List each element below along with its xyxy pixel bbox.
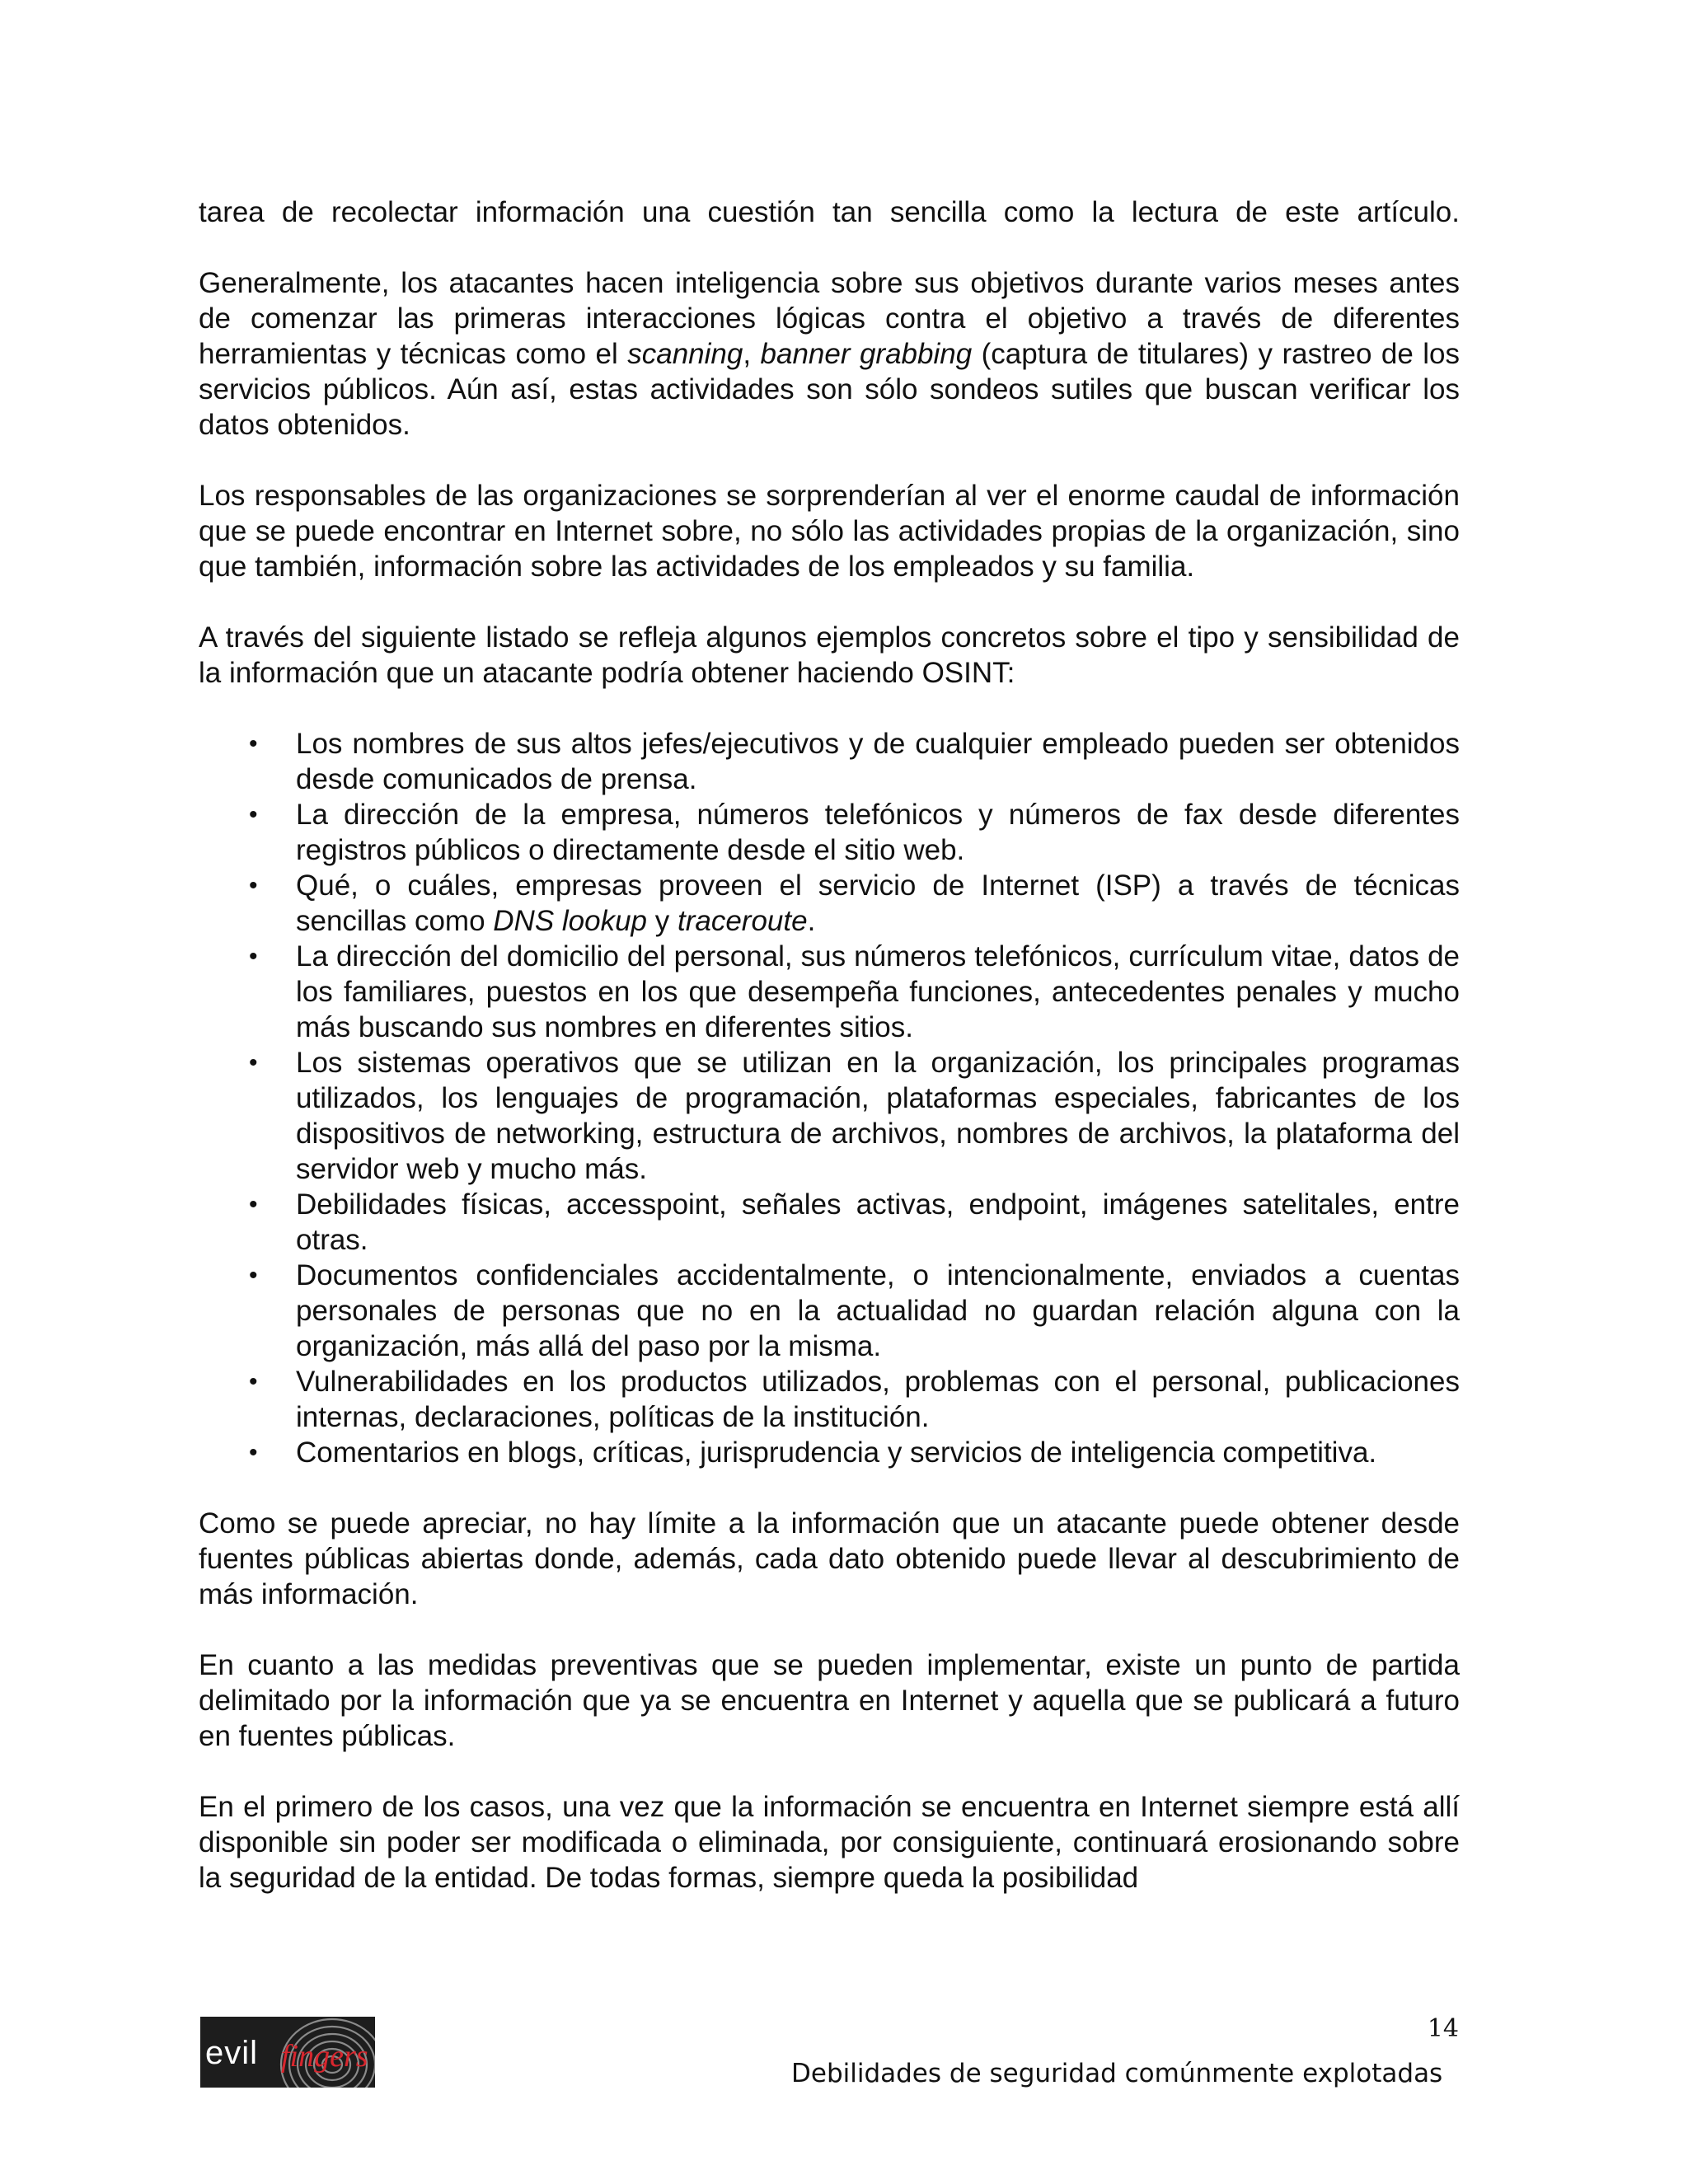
list-item-text: Debilidades físicas, accesspoint, señales activas, endpoint, imágenes satelitales, entre otras. xyxy=(296,1188,1460,1256)
evil-fingers-logo xyxy=(200,2017,375,2088)
term-traceroute: traceroute xyxy=(677,905,808,937)
paragraph-text: (captura de titulares) y rastreo de los servicios públicos. Aún así, estas actividades son sólo sondeos sutiles que buscan verificar los datos obtenidos. xyxy=(199,338,1460,441)
bullet-marker: • xyxy=(249,1049,258,1076)
page-body xyxy=(199,194,1460,1931)
bullet-marker: • xyxy=(249,872,258,899)
bullet-marker: • xyxy=(249,943,258,970)
list-item xyxy=(199,1364,1460,1435)
paragraph-no-limit xyxy=(199,1506,1460,1612)
list-item-text: La dirección del domicilio del personal, sus números telefónicos, currículum vitae, datos de los familiares, puestos en los que desempeña funciones, antecedentes penales y mucho más buscando sus nombres en diferentes sitios. xyxy=(296,940,1460,1043)
paragraph-text: Como se puede apreciar, no hay límite a la información que un atacante puede obtener desde fuentes públicas abiertas donde, además, cada dato obtenido puede llevar al descubrimiento de más información. xyxy=(199,1507,1460,1610)
list-item-text: Comentarios en blogs, críticas, jurisprudencia y servicios de inteligencia competitiva. xyxy=(296,1436,1377,1469)
list-item xyxy=(199,1435,1460,1470)
term-dns-lookup: DNS lookup xyxy=(493,905,648,937)
paragraph-text: , xyxy=(743,338,761,370)
bullet-marker: • xyxy=(249,801,258,828)
term-banner-grabbing: banner grabbing xyxy=(760,338,973,370)
paragraph-text: En cuanto a las medidas preventivas que se pueden implementar, existe un punto de partida delimitado por la información que ya se encuentra en Internet y aquella que se publicará a futuro en fuentes públicas. xyxy=(199,1649,1460,1752)
list-item xyxy=(199,939,1460,1045)
bullet-marker: • xyxy=(249,730,258,757)
paragraph-organizations xyxy=(199,478,1460,584)
list-item-text: Los sistemas operativos que se utilizan en la organización, los principales programas utilizados, los lenguajes de programación, plataformas especiales, fabricantes de los dispositivos de networking, estructura de archivos, nombres de archivos, la plataforma del servidor web y mucho más. xyxy=(296,1047,1460,1185)
paragraph-preventive-measures xyxy=(199,1647,1460,1754)
paragraph-text: Generalmente, los atacantes hacen inteligencia sobre sus objetivos durante varios meses antes de comenzar las primeras interacciones lógicas contra el objetivo a través de diferentes herramientas y técnicas como el xyxy=(199,267,1460,370)
list-item-text: Vulnerabilidades en los productos utilizados, problemas con el personal, publicaciones internas, declaraciones, políticas de la institución. xyxy=(296,1366,1460,1433)
logo-text-fingers: fingers xyxy=(281,2039,368,2074)
footer-document-title: Debilidades de seguridad comúnmente explotadas xyxy=(791,2059,1443,2088)
paragraph-list-intro xyxy=(199,620,1460,691)
list-item xyxy=(199,1258,1460,1364)
bullet-marker: • xyxy=(249,1368,258,1395)
logo-text-evil: evil xyxy=(205,2035,259,2071)
list-item xyxy=(199,1045,1460,1187)
list-item-text: y xyxy=(647,905,678,937)
paragraph-intro-continuation xyxy=(199,194,1460,230)
paragraph-text: tarea de recolectar información una cuestión tan sencilla como la lectura de este artículo. xyxy=(199,196,1460,228)
bullet-marker: • xyxy=(249,1191,258,1218)
list-item-text: La dirección de la empresa, números telefónicos y números de fax desde diferentes registros públicos o directamente desde el sitio web. xyxy=(296,799,1460,866)
paragraph-text: A través del siguiente listado se refleja algunos ejemplos concretos sobre el tipo y sensibilidad de la información que un atacante podría obtener haciendo OSINT: xyxy=(199,621,1460,689)
page-number: 14 xyxy=(1427,2014,1459,2043)
list-item-text: Documentos confidenciales accidentalmente, o intencionalmente, enviados a cuentas personales de personas que no en la actualidad no guardan relación alguna con la organización, más allá del paso por la misma. xyxy=(296,1259,1460,1362)
list-item xyxy=(199,868,1460,939)
osint-examples-list xyxy=(199,726,1460,1470)
paragraph-text: Los responsables de las organizaciones se sorprenderían al ver el enorme caudal de información que se puede encontrar en Internet sobre, no sólo las actividades propias de la organización, sino que también, información sobre las actividades de los empleados y su familia. xyxy=(199,480,1460,583)
list-item-text: Qué, o cuáles, empresas proveen el servicio de Internet (ISP) a través de técnicas sencillas como xyxy=(296,869,1460,937)
paragraph-attackers-intelligence xyxy=(199,265,1460,443)
list-item xyxy=(199,1187,1460,1258)
list-item xyxy=(199,797,1460,868)
list-item xyxy=(199,726,1460,797)
list-item-text: Los nombres de sus altos jefes/ejecutivos y de cualquier empleado pueden ser obtenidos desde comunicados de prensa. xyxy=(296,728,1460,795)
bullet-marker: • xyxy=(249,1262,258,1289)
list-item-text: . xyxy=(807,905,816,937)
bullet-marker: • xyxy=(249,1439,258,1466)
term-scanning: scanning xyxy=(627,338,743,370)
paragraph-first-case xyxy=(199,1789,1460,1896)
paragraph-text: En el primero de los casos, una vez que la información se encuentra en Internet siempre está allí disponible sin poder ser modificada o eliminada, por consiguiente, continuará erosionando sobre la seguridad de la entidad. De todas formas, siempre queda la posibilidad xyxy=(199,1791,1460,1894)
